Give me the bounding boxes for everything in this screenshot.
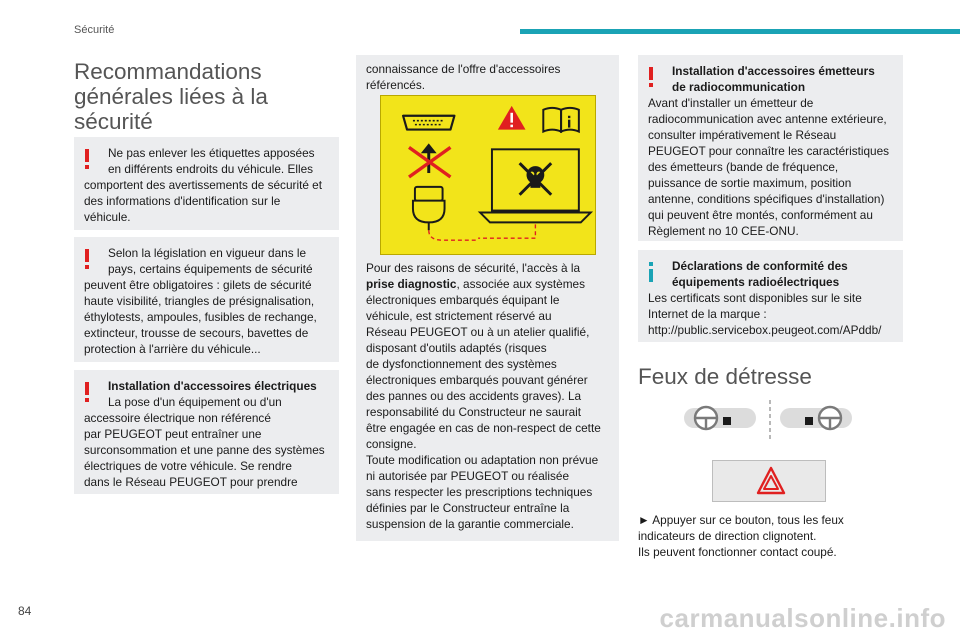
heading-line: générales liées à la [74, 84, 268, 109]
box-line: puissance de sortie maximum, position [648, 176, 852, 190]
diagnostic-box [356, 55, 619, 541]
right-hand-drive-icon [780, 407, 852, 429]
box-line: radiocommunication avec antenne extérieure, [648, 112, 887, 126]
box-line: électroniques embarqués équipant le [366, 293, 560, 307]
box-line[interactable]: http://public.servicebox.peugeot.com/APddb/ [648, 323, 882, 337]
box-title [648, 274, 893, 290]
box-title [84, 378, 329, 394]
box-line: en différents endroits du véhicule. Elles [108, 162, 314, 176]
hazard-warning-icon [756, 466, 786, 496]
page-number: 84 [18, 604, 32, 618]
box-line: Les certificats sont disponibles sur le site [648, 291, 862, 305]
box-line: éthylotests, ampoules, fusibles de rechange, [84, 310, 317, 324]
manual-book-icon [543, 108, 579, 132]
box-line: Internet de la marque : [648, 307, 767, 321]
box-line: des pannes ou des accidents graves). La [366, 389, 582, 403]
box-line: La pose d'un équipement ou d'un [108, 395, 282, 409]
warning-box-labels [74, 137, 339, 230]
box-line: Toute modification ou adaptation non prévue [366, 453, 599, 467]
bold-term: prise diagnostic [366, 277, 457, 291]
section-title: Sécurité [74, 24, 115, 36]
para-tail: , associée aux systèmes [456, 277, 585, 291]
box-line: antenne, conditions spécifiques d'installation) [648, 192, 885, 206]
box-line: par PEUGEOT peut entraîner une [84, 427, 262, 441]
info-box-conformity [638, 250, 903, 342]
warning-box-legislation [74, 237, 339, 362]
box-line: référencés. [366, 78, 426, 92]
box-title-text: Installation d'accessoires émetteurs [672, 64, 875, 78]
header-rule [520, 29, 960, 34]
box-line: qui peuvent être montés, conformément au [648, 208, 873, 222]
box-title [648, 79, 893, 95]
left-hand-drive-icon [684, 407, 756, 429]
box-line: Ne pas enlever les étiquettes apposées [108, 146, 315, 160]
obd-connector-icon [403, 116, 454, 130]
box-line: comportent des avertissements de sécurité et [84, 178, 323, 192]
box-line: Selon la législation en vigueur dans le [108, 246, 307, 260]
box-line: des informations d'identification sur le [84, 194, 281, 208]
diagnostic-plug-icon [413, 187, 478, 240]
dashboard-location-illustration [676, 396, 856, 444]
box-line: responsabilité du Constructeur ne saurait [366, 405, 582, 419]
box-line: sans respecter les prescriptions techniques [366, 485, 593, 499]
instruction-line: ► Appuyer sur ce bouton, tous les feux [638, 513, 844, 527]
box-line: suspension de la garantie commerciale. [366, 517, 574, 531]
box-line: consulter impérativement le Réseau [648, 128, 837, 142]
box-line [366, 276, 611, 292]
box-line: connaissance de l'offre d'accessoires [366, 62, 561, 76]
box-line: extincteur, trousse de secours, bavettes de [84, 326, 309, 340]
box-line: véhicule. [84, 210, 131, 224]
box-line: surconsommation et une panne des systèmes [84, 443, 325, 457]
watermark: carmanualsonline.info [659, 603, 946, 633]
warning-triangle-icon [498, 106, 526, 130]
box-line: être engagée en cas de non-respect de cette [366, 421, 601, 435]
box-line: Avant d'installer un émetteur de [648, 96, 814, 110]
para-prefix: Pour des raisons de sécurité, l'accès à la [366, 261, 581, 275]
box-line [366, 260, 611, 276]
box-line: peuvent être obligatoires : gilets de sécurité [84, 278, 312, 292]
box-line: véhicule, est strictement réservé au [366, 309, 552, 323]
heading-line: sécurité [74, 109, 153, 134]
box-line: de dysfonctionnement des systèmes [366, 357, 557, 371]
warning-box-electrical [74, 370, 339, 494]
box-line: ni autorisée par PEUGEOT ou réalisée [366, 469, 570, 483]
instruction-line: Ils peuvent fonctionner contact coupé. [638, 545, 837, 559]
hazard-instructions [638, 512, 903, 560]
box-line: Réseau PEUGEOT ou à un atelier qualifié, [366, 325, 590, 339]
box-line: définies par le Constructeur entraîne la [366, 501, 570, 515]
box-line: électriques de votre véhicule. Se rendre [84, 459, 292, 473]
box-line: Règlement no 10 CEE-ONU. [648, 224, 799, 238]
forbidden-connection-icon [409, 143, 450, 177]
heading-line: Recommandations [74, 59, 262, 84]
hazard-heading: Feux de détresse [638, 364, 812, 389]
box-line: accessoire électrique non référencé [84, 411, 271, 425]
box-line: disposant d'outils adaptés (risques [366, 341, 547, 355]
laptop-skull-icon [478, 149, 591, 238]
box-line: dans le Réseau PEUGEOT pour prendre [84, 475, 298, 489]
warning-box-radio [638, 55, 903, 241]
box-line: des émetteurs (bande de fréquence, [648, 160, 839, 174]
box-line: électroniques embarqués pouvant générer [366, 373, 588, 387]
box-line: haute visibilité, triangles de présignalisation, [84, 294, 315, 308]
instruction-line: indicateurs de direction clignotent. [638, 529, 817, 543]
box-title-text: Déclarations de conformité des [672, 259, 848, 273]
box-title-text: Installation d'accessoires électriques [108, 379, 317, 393]
box-line: PEUGEOT pour connaître les caractéristiques [648, 144, 890, 158]
box-title [648, 63, 893, 79]
box-line: consigne. [366, 437, 417, 451]
section-heading [74, 59, 339, 134]
box-title [648, 258, 893, 274]
hazard-button-illustration [712, 460, 826, 502]
box-line: protection à l'arrière du véhicule... [84, 342, 261, 356]
diagnostic-text [366, 260, 611, 532]
box-title-text: équipements radioélectriques [672, 275, 840, 289]
diagnostic-socket-illustration [380, 95, 596, 255]
box-line: pays, certains équipements de sécurité [108, 262, 313, 276]
box-title-text: de radiocommunication [672, 80, 806, 94]
